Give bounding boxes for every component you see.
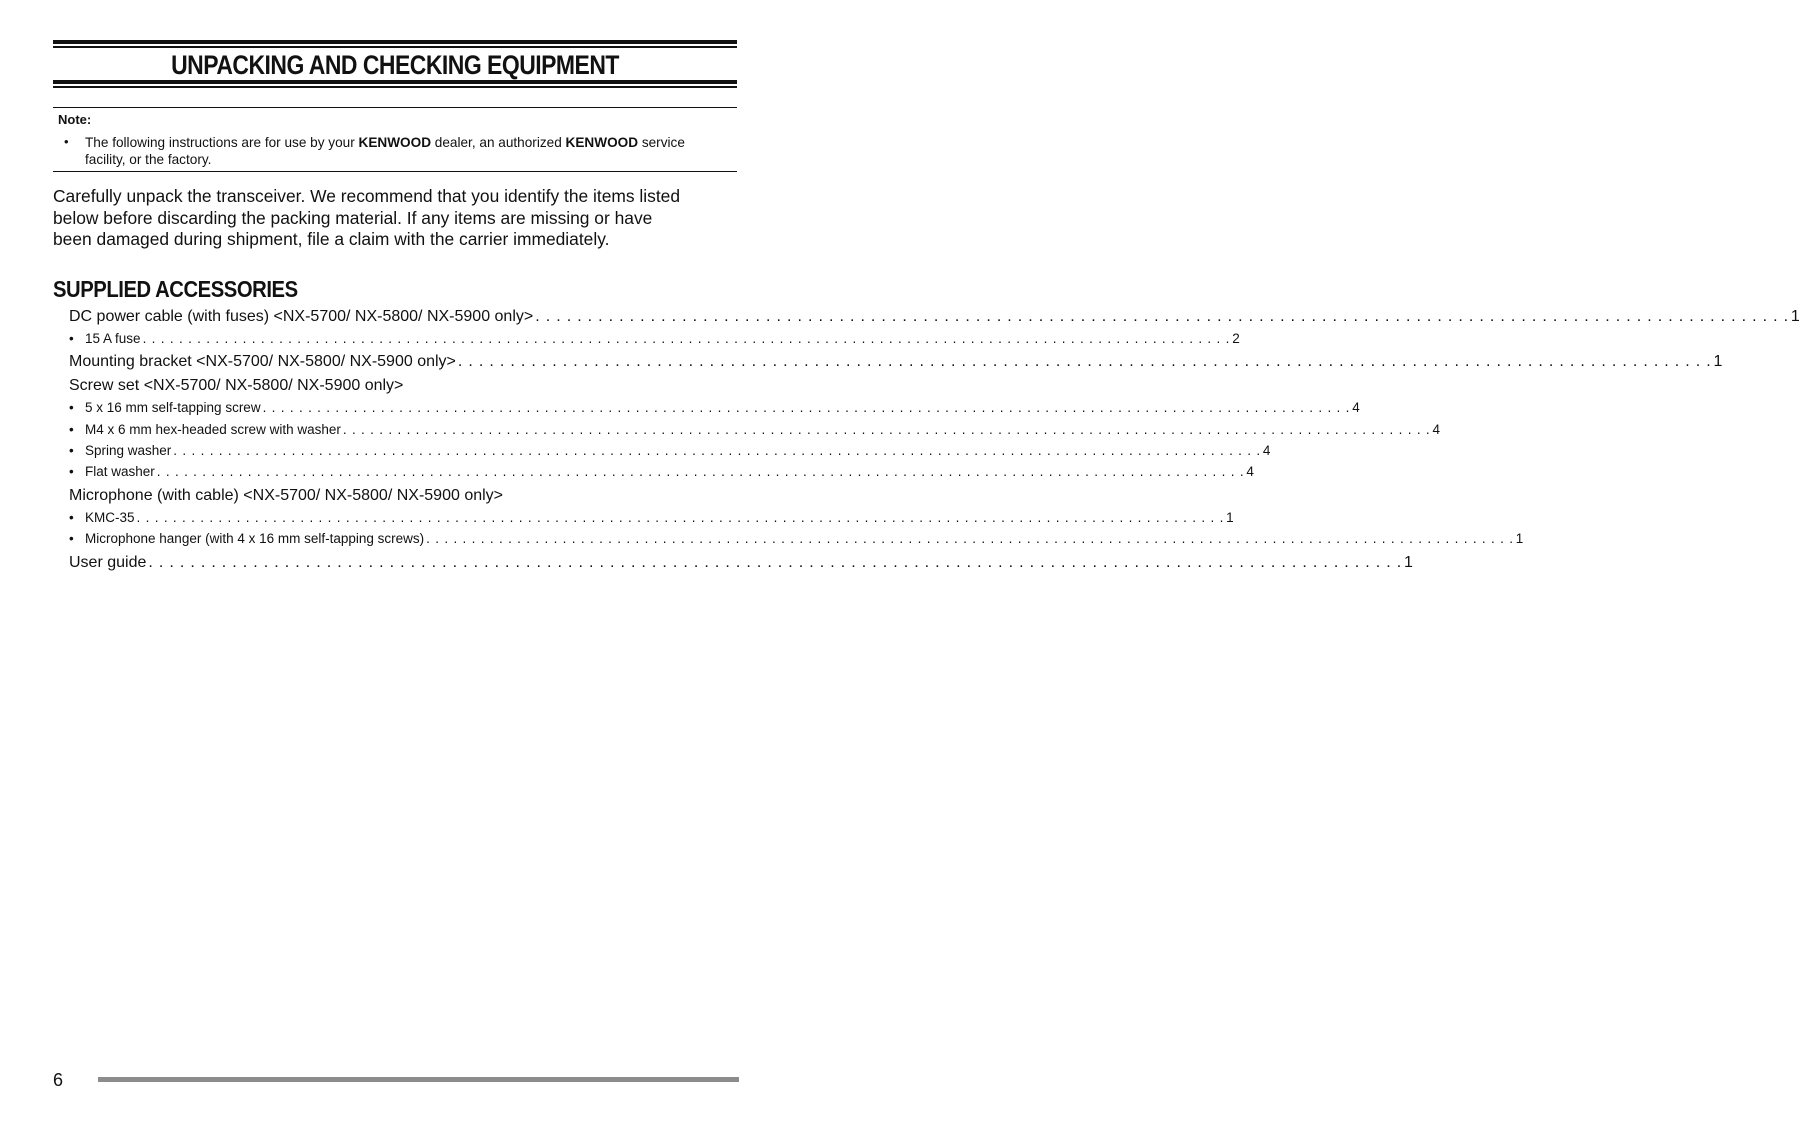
footer-bar [98,1077,739,1082]
note-text-after: service facility, or the factory. [85,135,685,167]
item-label: KMC-35 [85,510,135,525]
item-qty: 1 [1226,510,1234,525]
item-label: 5 x 16 mm self-tapping screw [85,400,261,415]
item-qty: 1 [1790,308,1800,325]
supplied-accessories-heading: SUPPLIED ACCESSORIES [53,276,298,302]
bullet: • [69,531,74,546]
leader-dots: . . . . . . . . . . . . . . . . . . . . . . . . . . . . . . . . . . . . . . . . . . . . . . . . . . . . . . . . . . . . . . . . . . . . . . . . . . . . . . . . . . . . . . . . . . . . . . . . . . . . . . . . . . . . . . . . . . . . . . . . [535,308,1789,325]
leader-dots: . . . . . . . . . . . . . . . . . . . . . . . . . . . . . . . . . . . . . . . . . . . . . . . . . . . . . . . . . . . . . . . . . . . . . . . . . . . . . . . . . . . . . . . . . . . . . . . . . . . . . . . . . . . . . . . . . . . . . . . . [136,510,1225,525]
bullet: • [69,443,74,458]
leader-dots: . . . . . . . . . . . . . . . . . . . . . . . . . . . . . . . . . . . . . . . . . . . . . . . . . . . . . . . . . . . . . . . . . . . . . . . . . . . . . . . . . . . . . . . . . . . . . . . . . . . . . . . . . . . . . . . . . . . . . . . . [148,554,1403,571]
list-item-kmc35 [69,509,1234,526]
note-rule-top [53,107,737,108]
list-item-mic-hanger [69,530,1524,547]
header-rule-bottom-thin [53,86,737,88]
bullet: • [69,331,74,346]
item-qty: 4 [1262,443,1271,458]
note-bullet: • [64,134,69,149]
header-rule-bottom [53,80,737,84]
note-brand-2: KENWOOD [565,135,639,150]
item-label: DC power cable (with fuses) <NX-5700/ NX-5800/ NX-5900 only> [69,308,534,325]
note-rule-bottom [53,171,737,172]
list-heading-microphone [69,486,503,506]
list-item-hex-screw [69,421,1440,438]
header-rule-top [53,40,737,44]
item-qty: 1 [1515,531,1524,546]
list-item-bracket [69,352,1723,372]
item-qty: 2 [1232,331,1240,346]
leader-dots: . . . . . . . . . . . . . . . . . . . . . . . . . . . . . . . . . . . . . . . . . . . . . . . . . . . . . . . . . . . . . . . . . . . . . . . . . . . . . . . . . . . . . . . . . . . . . . . . . . . . . . . . . . . . . . . . . . . . . . . . [262,400,1351,415]
list-item-fuse [69,330,1240,347]
list-item-user-guide [69,553,1413,573]
list-item-spring-washer [69,442,1271,459]
item-label: Flat washer [85,464,155,479]
list-item-flat-washer [69,463,1254,480]
item-label: User guide [69,554,147,571]
item-qty: 4 [1246,464,1254,479]
item-label: Spring washer [85,443,172,458]
item-label: M4 x 6 mm hex-headed screw with washer [85,422,341,437]
leader-dots: . . . . . . . . . . . . . . . . . . . . . . . . . . . . . . . . . . . . . . . . . . . . . . . . . . . . . . . . . . . . . . . . . . . . . . . . . . . . . . . . . . . . . . . . . . . . . . . . . . . . . . . . . . . . . . . . . . . . . . . . [156,464,1245,479]
item-qty: 4 [1432,422,1440,437]
page-number: 6 [53,1070,64,1090]
item-label: Microphone (with cable) <NX-5700/ NX-5800/ NX-5900 only> [69,487,504,504]
item-qty: 4 [1352,400,1360,415]
leader-dots: . . . . . . . . . . . . . . . . . . . . . . . . . . . . . . . . . . . . . . . . . . . . . . . . . . . . . . . . . . . . . . . . . . . . . . . . . . . . . . . . . . . . . . . . . . . . . . . . . . . . . . . . . . . . . . . . . . . . . . . . [173,443,1261,458]
note-text-before: The following instructions are for use by your [85,135,359,150]
list-item-self-tapping-screw [69,399,1360,416]
item-label: Mounting bracket <NX-5700/ NX-5800/ NX-5900 only> [69,353,456,370]
note-text [85,134,725,168]
bullet: • [69,422,74,437]
note-label: Note: [58,112,92,127]
item-label: 15 A fuse [85,331,141,346]
page-title: UNPACKING AND CHECKING EQUIPMENT [171,50,619,80]
intro-paragraph: Carefully unpack the transceiver. We recommend that you identify the items listed below before discarding the packing material. If any items are missing or have been damaged during shipment, file a claim with the carrier immediately. [53,186,681,249]
item-label: Screw set <NX-5700/ NX-5800/ NX-5900 only> [69,377,404,394]
list-item-dc-cable [69,307,1800,327]
bullet: • [69,464,74,479]
note-brand-1: KENWOOD [358,135,432,150]
bullet: • [69,400,74,415]
bullet: • [69,510,74,525]
item-label: Microphone hanger (with 4 x 16 mm self-tapping screws) [85,531,425,546]
note-text-middle: dealer, an authorized [431,135,566,150]
leader-dots: . . . . . . . . . . . . . . . . . . . . . . . . . . . . . . . . . . . . . . . . . . . . . . . . . . . . . . . . . . . . . . . . . . . . . . . . . . . . . . . . . . . . . . . . . . . . . . . . . . . . . . . . . . . . . . . . . . . . . . . . [457,353,1712,370]
item-qty: 1 [1713,353,1723,370]
item-qty: 1 [1404,554,1413,571]
leader-dots: . . . . . . . . . . . . . . . . . . . . . . . . . . . . . . . . . . . . . . . . . . . . . . . . . . . . . . . . . . . . . . . . . . . . . . . . . . . . . . . . . . . . . . . . . . . . . . . . . . . . . . . . . . . . . . . . . . . . . . . . [342,422,1431,437]
list-heading-screw-set [69,376,403,396]
leader-dots: . . . . . . . . . . . . . . . . . . . . . . . . . . . . . . . . . . . . . . . . . . . . . . . . . . . . . . . . . . . . . . . . . . . . . . . . . . . . . . . . . . . . . . . . . . . . . . . . . . . . . . . . . . . . . . . . . . . . . . . . [142,331,1231,346]
leader-dots: . . . . . . . . . . . . . . . . . . . . . . . . . . . . . . . . . . . . . . . . . . . . . . . . . . . . . . . . . . . . . . . . . . . . . . . . . . . . . . . . . . . . . . . . . . . . . . . . . . . . . . . . . . . . . . . . . . . . . . . . [426,531,1514,546]
